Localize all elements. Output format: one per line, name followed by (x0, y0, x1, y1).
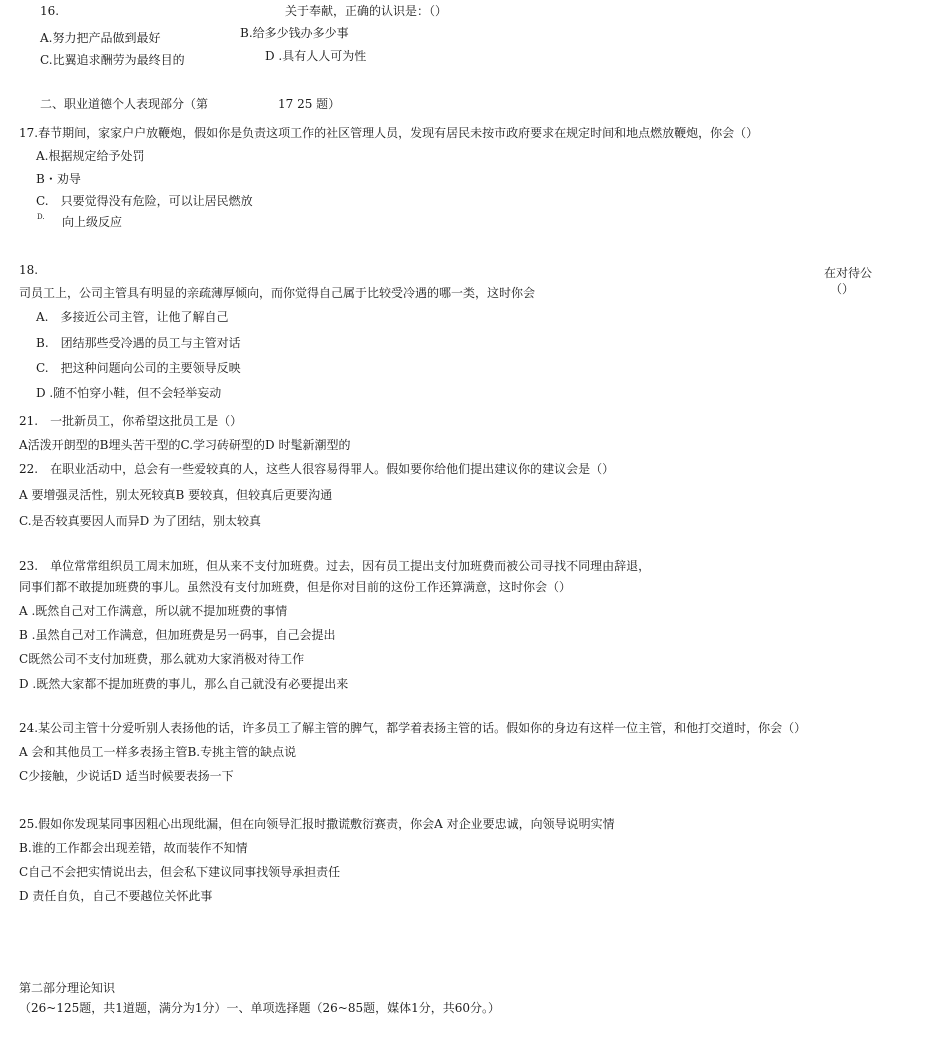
q16-option-d: D .具有人人可为性 (265, 49, 367, 63)
q18-stem: 司员工上，公司主管具有明显的亲疏薄厚倾向，而你觉得自己属于比较受冷遇的哪一类，这时你会 (19, 286, 536, 300)
q18-side-bracket: （） (830, 282, 855, 296)
part2-subtitle: （26~125题，共1道题，满分为1分）一、单项选择题（26~85题，媒体1分，共60分。） (19, 1001, 500, 1015)
q16-number: 16. (40, 4, 60, 18)
q23-option-b: B .虽然自己对工作满意，但加班费是另一码事，自己会提出 (19, 628, 336, 642)
q17-stem: 17.春节期间，家家户户放鞭炮，假如你是负责这项工作的社区管理人员，发现有居民未按市政府要求在规定时间和地点燃放鞭炮，你会（） (19, 126, 759, 140)
q25-stem: 25.假如你发现某同事因粗心出现纰漏，但在向领导汇报时撒谎敷衍赛责，你会A 对企业要忠诚，向领导说明实情 (19, 817, 615, 831)
q24-options-cd: C少接触，少说话D 适当时候要表扬一下 (19, 769, 234, 783)
q17-option-c: C. 只要觉得没有危险，可以让居民燃放 (36, 194, 253, 208)
q16-stem: 关于奉献，正确的认识是：（） (285, 4, 448, 18)
q21-options: A活泼开朗型的B埋头苦干型的C.学习砖研型的D 时髦新潮型的 (19, 438, 351, 452)
q16-option-b: B.给多少钱办多少事 (240, 26, 349, 40)
q22-stem: 22. 在职业活动中，总会有一些爱较真的人，这些人很容易得罪人。假如要你给他们提出建议你的建议会是（） (19, 462, 615, 476)
q17-option-d-marker: D. (37, 213, 45, 221)
q21-stem: 21. 一批新员工，你希望这批员工是（） (19, 414, 243, 428)
q23-option-d: D .既然大家都不提加班费的事儿，那么自己就没有必要提出来 (19, 677, 349, 691)
q23-stem-line1: 23. 单位常常组织员工周末加班，但从来不支付加班费。过去，因有员工提出支付加班费而被公司寻找不同理由辞退， (19, 559, 651, 573)
q18-side-text: 在对待公 (824, 266, 873, 280)
section-heading: 二、职业道德个人表现部分（第 (40, 97, 209, 111)
q18-option-d: D .随不怕穿小鞋，但不会轻举妄动 (36, 386, 222, 400)
q17-option-b: B・劝导 (36, 172, 81, 186)
section-heading-range: 17 25 题） (278, 97, 341, 111)
part2-title: 第二部分理论知识 (19, 981, 116, 995)
q18-option-b: B. 团结那些受冷遇的员工与主管对话 (36, 336, 241, 350)
q16-option-c: C.比翼追求酬劳为最终目的 (40, 53, 185, 67)
q23-option-c: C既然公司不支付加班费，那么就劝大家消极对待工作 (19, 652, 305, 666)
q23-stem-line2: 同事们都不敢提加班费的事儿。虽然没有支付加班费，但是你对目前的这份工作还算满意，这时你会（） (19, 580, 572, 594)
q25-option-c: C自己不会把实情说出去，但会私下建议同事找领导承担责任 (19, 865, 341, 879)
q18-option-c: C. 把这种问题向公司的主要领导反映 (36, 361, 241, 375)
q24-options-ab: A 会和其他员工一样多表扬主管B.专挑主管的缺点说 (19, 745, 297, 759)
q23-option-a: A .既然自己对工作满意，所以就不提加班费的事情 (19, 604, 288, 618)
q24-stem: 24.某公司主管十分爱听别人表扬他的话，许多员工了解主管的脾气，都学着表扬主管的话。假如你的身边有这样一位主管，和他打交道时，你会（） (19, 721, 807, 735)
q17-option-a: A.根据规定给予处罚 (36, 149, 145, 163)
q22-options-ab: A 要增强灵活性，别太死较真B 要较真，但较真后更要沟通 (19, 488, 333, 502)
q25-option-b: B.谁的工作都会出现差错，故而装作不知情 (19, 841, 248, 855)
q18-number: 18. (19, 263, 39, 277)
q18-option-a: A. 多接近公司主管，让他了解自己 (36, 310, 229, 324)
q17-option-d: 向上级反应 (62, 215, 123, 229)
q25-option-d: D 责任自负，自己不要越位关怀此事 (19, 889, 213, 903)
q22-options-cd: C.是否较真要因人而异D 为了团结，别太较真 (19, 514, 262, 528)
q16-option-a: A.努力把产品做到最好 (40, 31, 161, 45)
